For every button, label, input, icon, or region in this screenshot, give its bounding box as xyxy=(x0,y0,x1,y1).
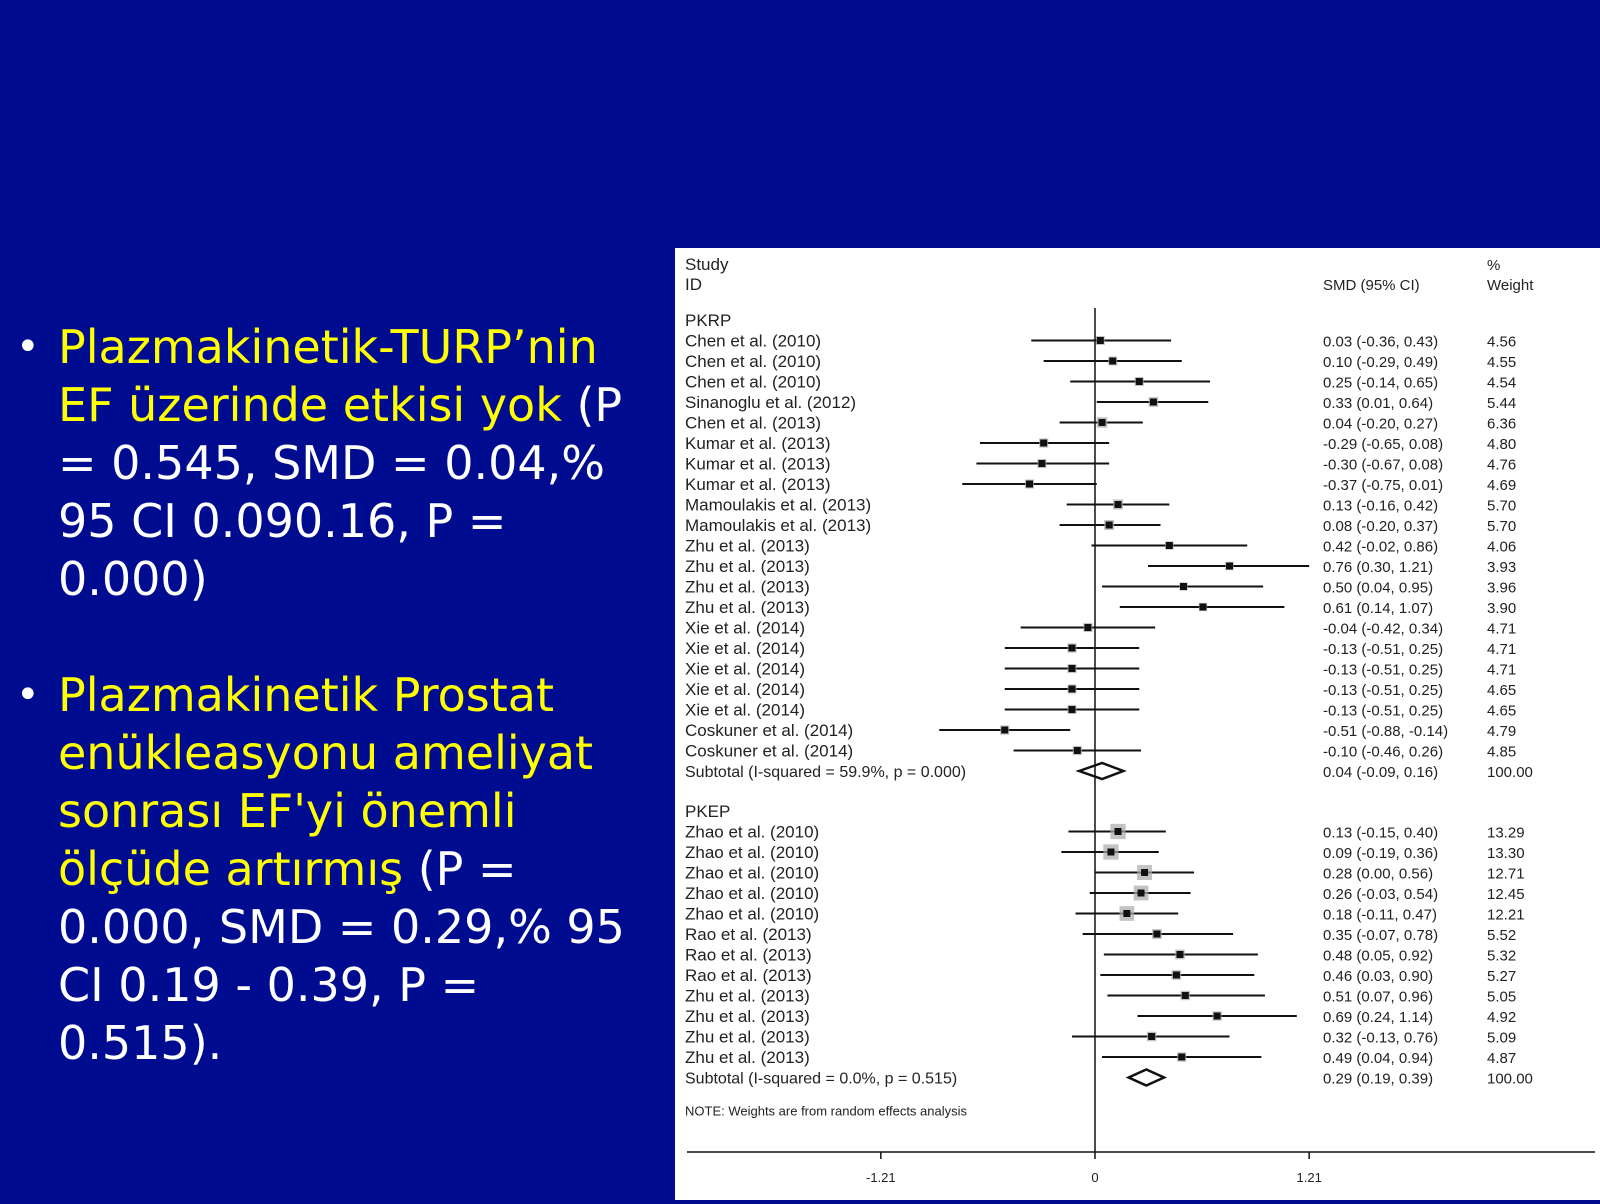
x-tick-label: -1.21 xyxy=(866,1170,896,1185)
x-tick-label: 0 xyxy=(1091,1170,1099,1185)
study-label: Chen et al. (2010) xyxy=(685,331,822,351)
point-estimate xyxy=(1166,542,1173,549)
point-estimate xyxy=(1150,399,1157,406)
weight-value: 5.09 xyxy=(1487,1029,1517,1047)
header-id: ID xyxy=(685,275,702,294)
study-label: Zhu et al. (2013) xyxy=(685,536,810,556)
point-estimate xyxy=(1106,522,1113,529)
point-estimate xyxy=(1074,747,1081,754)
point-estimate xyxy=(1214,1013,1221,1020)
ci-value: -0.13 (-0.51, 0.25) xyxy=(1323,682,1444,699)
bullet-highlight-text: Plazmakinetik Prostat enükleasyonu ameliyat sonrası EF'yi önemli ölçüde artırmış xyxy=(58,668,594,896)
bullet-highlight-text: Plazmakinetik-TURP’nin EF üzerinde etkisi yok xyxy=(58,320,598,432)
study-label: Xie et al. (2014) xyxy=(685,680,806,699)
ci-value: 0.42 (-0.02, 0.86) xyxy=(1323,538,1439,556)
ci-value: 0.46 (0.03, 0.90) xyxy=(1323,968,1434,985)
ci-value: 0.13 (-0.16, 0.42) xyxy=(1323,497,1439,515)
weight-value: 5.70 xyxy=(1487,497,1517,515)
header-percent: % xyxy=(1487,257,1501,274)
point-estimate xyxy=(1038,460,1045,467)
weight-value: 12.71 xyxy=(1487,865,1525,883)
study-label: Mamoulakis et al. (2013) xyxy=(685,516,872,535)
ci-value: -0.13 (-0.51, 0.25) xyxy=(1323,702,1444,720)
study-label: Zhu et al. (2013) xyxy=(685,577,810,597)
weight-value: 4.79 xyxy=(1487,723,1517,740)
point-estimate xyxy=(1182,992,1189,999)
study-label: Rao et al. (2013) xyxy=(685,966,812,985)
ci-value: 0.25 (-0.14, 0.65) xyxy=(1323,374,1439,392)
study-label: Kumar et al. (2013) xyxy=(685,434,831,453)
bullet-item-turp xyxy=(12,318,652,608)
x-tick-label: 1.21 xyxy=(1296,1170,1322,1185)
weight-value: 4.69 xyxy=(1487,477,1517,494)
weight-value: 13.29 xyxy=(1487,824,1525,842)
ci-value: 0.33 (0.01, 0.64) xyxy=(1323,395,1434,412)
study-label: Zhao et al. (2010) xyxy=(685,843,820,862)
point-estimate xyxy=(1141,869,1148,876)
ci-value: 0.49 (0.04, 0.94) xyxy=(1323,1050,1434,1067)
weight-value: 4.80 xyxy=(1487,436,1517,453)
point-estimate xyxy=(1109,358,1116,365)
point-estimate xyxy=(1199,604,1206,611)
forest-plot xyxy=(675,248,1600,1200)
study-label: Zhu et al. (2013) xyxy=(685,1027,810,1047)
ci-value: 0.03 (-0.36, 0.43) xyxy=(1323,333,1439,351)
subtotal-diamond xyxy=(1129,1070,1164,1086)
ci-value: 0.51 (0.07, 0.96) xyxy=(1323,988,1434,1006)
point-estimate xyxy=(1136,378,1143,385)
weight-value: 6.36 xyxy=(1487,415,1517,433)
forest-plot-figure xyxy=(675,248,1600,1200)
ci-value: -0.13 (-0.51, 0.25) xyxy=(1323,661,1444,679)
point-estimate xyxy=(1178,1054,1185,1061)
study-label: Kumar et al. (2013) xyxy=(685,475,831,494)
note-text: NOTE: Weights are from random effects analysis xyxy=(685,1103,968,1119)
weight-value: 4.87 xyxy=(1487,1050,1517,1067)
point-estimate xyxy=(1084,624,1091,631)
study-label: Xie et al. (2014) xyxy=(685,639,806,658)
weight-value: 5.32 xyxy=(1487,947,1517,965)
group-label: PKEP xyxy=(685,802,731,821)
ci-value: 0.28 (0.00, 0.56) xyxy=(1323,865,1434,883)
study-label: Rao et al. (2013) xyxy=(685,925,812,944)
study-label: Rao et al. (2013) xyxy=(685,945,812,965)
study-label: Zhao et al. (2010) xyxy=(685,904,820,924)
study-label: Kumar et al. (2013) xyxy=(685,454,831,474)
study-label: Sinanoglu et al. (2012) xyxy=(685,393,857,412)
study-label: Xie et al. (2014) xyxy=(685,618,806,638)
point-estimate xyxy=(1040,440,1047,447)
subtotal-diamond xyxy=(1079,763,1123,779)
weight-value: 5.05 xyxy=(1487,988,1517,1006)
weight-value: 5.52 xyxy=(1487,927,1517,944)
point-estimate xyxy=(1115,501,1122,508)
bullet-item-enucleation xyxy=(12,666,652,1072)
group-label: PKRP xyxy=(685,311,732,330)
ci-value: 0.69 (0.24, 1.14) xyxy=(1323,1009,1434,1026)
point-estimate xyxy=(1115,828,1122,835)
ci-value: 0.13 (-0.15, 0.40) xyxy=(1323,824,1439,842)
subtotal-weight-value: 100.00 xyxy=(1487,1070,1533,1088)
study-label: Coskuner et al. (2014) xyxy=(685,741,854,761)
subtotal-label: Subtotal (I-squared = 0.0%, p = 0.515) xyxy=(685,1070,958,1088)
weight-value: 3.90 xyxy=(1487,600,1517,617)
study-label: Chen et al. (2010) xyxy=(685,352,822,371)
ci-value: 0.35 (-0.07, 0.78) xyxy=(1323,927,1439,944)
ci-value: -0.04 (-0.42, 0.34) xyxy=(1323,620,1444,638)
study-label: Zhu et al. (2013) xyxy=(685,1048,810,1067)
point-estimate xyxy=(1148,1033,1155,1040)
ci-value: 0.26 (-0.03, 0.54) xyxy=(1323,886,1439,903)
study-label: Chen et al. (2013) xyxy=(685,413,822,433)
point-estimate xyxy=(1068,706,1075,713)
bullet-dot-icon: • xyxy=(16,672,40,718)
ci-value: -0.29 (-0.65, 0.08) xyxy=(1323,436,1444,453)
point-estimate xyxy=(1123,910,1130,917)
point-estimate xyxy=(1138,890,1145,897)
ci-value: -0.10 (-0.46, 0.26) xyxy=(1323,743,1444,761)
weight-value: 4.85 xyxy=(1487,743,1517,761)
point-estimate xyxy=(1180,583,1187,590)
point-estimate xyxy=(1153,931,1160,938)
bullet-stats-text: (P = 0.000, SMD = 0.29,% 95 CI 0.19 - 0.39, P = 0.515). xyxy=(58,842,625,1070)
weight-value: 4.65 xyxy=(1487,702,1517,720)
ci-value: 0.50 (0.04, 0.95) xyxy=(1323,579,1434,597)
bullet-dot-icon: • xyxy=(16,324,40,370)
point-estimate xyxy=(1226,563,1233,570)
ci-value: -0.37 (-0.75, 0.01) xyxy=(1323,477,1444,494)
header-weight: Weight xyxy=(1487,277,1534,294)
point-estimate xyxy=(1001,727,1008,734)
subtotal-weight-value: 100.00 xyxy=(1487,764,1533,781)
weight-value: 5.27 xyxy=(1487,968,1517,985)
header-smd-ci: SMD (95% CI) xyxy=(1323,277,1420,294)
weight-value: 12.21 xyxy=(1487,906,1525,924)
subtotal-label: Subtotal (I-squared = 59.9%, p = 0.000) xyxy=(685,764,967,781)
study-label: Mamoulakis et al. (2013) xyxy=(685,495,872,515)
study-label: Zhu et al. (2013) xyxy=(685,1007,810,1026)
point-estimate xyxy=(1097,337,1104,344)
point-estimate xyxy=(1068,686,1075,693)
study-label: Chen et al. (2010) xyxy=(685,372,822,392)
point-estimate xyxy=(1107,849,1114,856)
study-label: Zhu et al. (2013) xyxy=(685,557,810,576)
study-label: Zhao et al. (2010) xyxy=(685,863,820,883)
ci-value: 0.18 (-0.11, 0.47) xyxy=(1323,906,1437,924)
weight-value: 4.65 xyxy=(1487,682,1517,699)
study-label: Xie et al. (2014) xyxy=(685,700,806,720)
weight-value: 4.54 xyxy=(1487,374,1517,392)
weight-value: 3.93 xyxy=(1487,559,1517,576)
weight-value: 3.96 xyxy=(1487,579,1517,597)
ci-value: 0.32 (-0.13, 0.76) xyxy=(1323,1029,1439,1047)
weight-value: 4.71 xyxy=(1487,641,1517,658)
study-label: Zhao et al. (2010) xyxy=(685,884,820,903)
subtotal-ci-value: 0.04 (-0.09, 0.16) xyxy=(1323,764,1439,781)
weight-value: 5.44 xyxy=(1487,395,1517,412)
ci-value: 0.76 (0.30, 1.21) xyxy=(1323,559,1434,576)
ci-value: 0.10 (-0.29, 0.49) xyxy=(1323,354,1439,371)
weight-value: 4.56 xyxy=(1487,333,1517,351)
weight-value: 5.70 xyxy=(1487,518,1517,535)
weight-value: 4.92 xyxy=(1487,1009,1517,1026)
point-estimate xyxy=(1099,419,1106,426)
ci-value: 0.09 (-0.19, 0.36) xyxy=(1323,845,1439,862)
ci-value: -0.13 (-0.51, 0.25) xyxy=(1323,641,1444,658)
weight-value: 4.71 xyxy=(1487,661,1517,679)
study-label: Zhu et al. (2013) xyxy=(685,598,810,617)
ci-value: 0.61 (0.14, 1.07) xyxy=(1323,600,1434,617)
point-estimate xyxy=(1173,972,1180,979)
ci-value: 0.08 (-0.20, 0.37) xyxy=(1323,518,1439,535)
point-estimate xyxy=(1068,665,1075,672)
header-study: Study xyxy=(685,255,729,274)
point-estimate xyxy=(1026,481,1033,488)
bullet-list xyxy=(12,318,652,1130)
point-estimate xyxy=(1176,951,1183,958)
ci-value: -0.30 (-0.67, 0.08) xyxy=(1323,456,1444,474)
study-label: Xie et al. (2014) xyxy=(685,659,806,679)
subtotal-ci-value: 0.29 (0.19, 0.39) xyxy=(1323,1070,1434,1088)
weight-value: 4.55 xyxy=(1487,354,1517,371)
ci-value: 0.04 (-0.20, 0.27) xyxy=(1323,415,1439,433)
study-label: Coskuner et al. (2014) xyxy=(685,721,854,740)
point-estimate xyxy=(1068,645,1075,652)
bullet-stats-text: (P = 0.545, SMD = 0.04,% 95 CI 0.090.16, P = 0.000) xyxy=(58,378,623,606)
ci-value: 0.48 (0.05, 0.92) xyxy=(1323,947,1434,965)
weight-value: 4.71 xyxy=(1487,620,1517,638)
weight-value: 4.76 xyxy=(1487,456,1517,474)
study-label: Zhao et al. (2010) xyxy=(685,822,820,842)
weight-value: 4.06 xyxy=(1487,538,1517,556)
ci-value: -0.51 (-0.88, -0.14) xyxy=(1323,723,1449,740)
weight-value: 12.45 xyxy=(1487,886,1525,903)
study-label: Zhu et al. (2013) xyxy=(685,986,810,1006)
weight-value: 13.30 xyxy=(1487,845,1525,862)
